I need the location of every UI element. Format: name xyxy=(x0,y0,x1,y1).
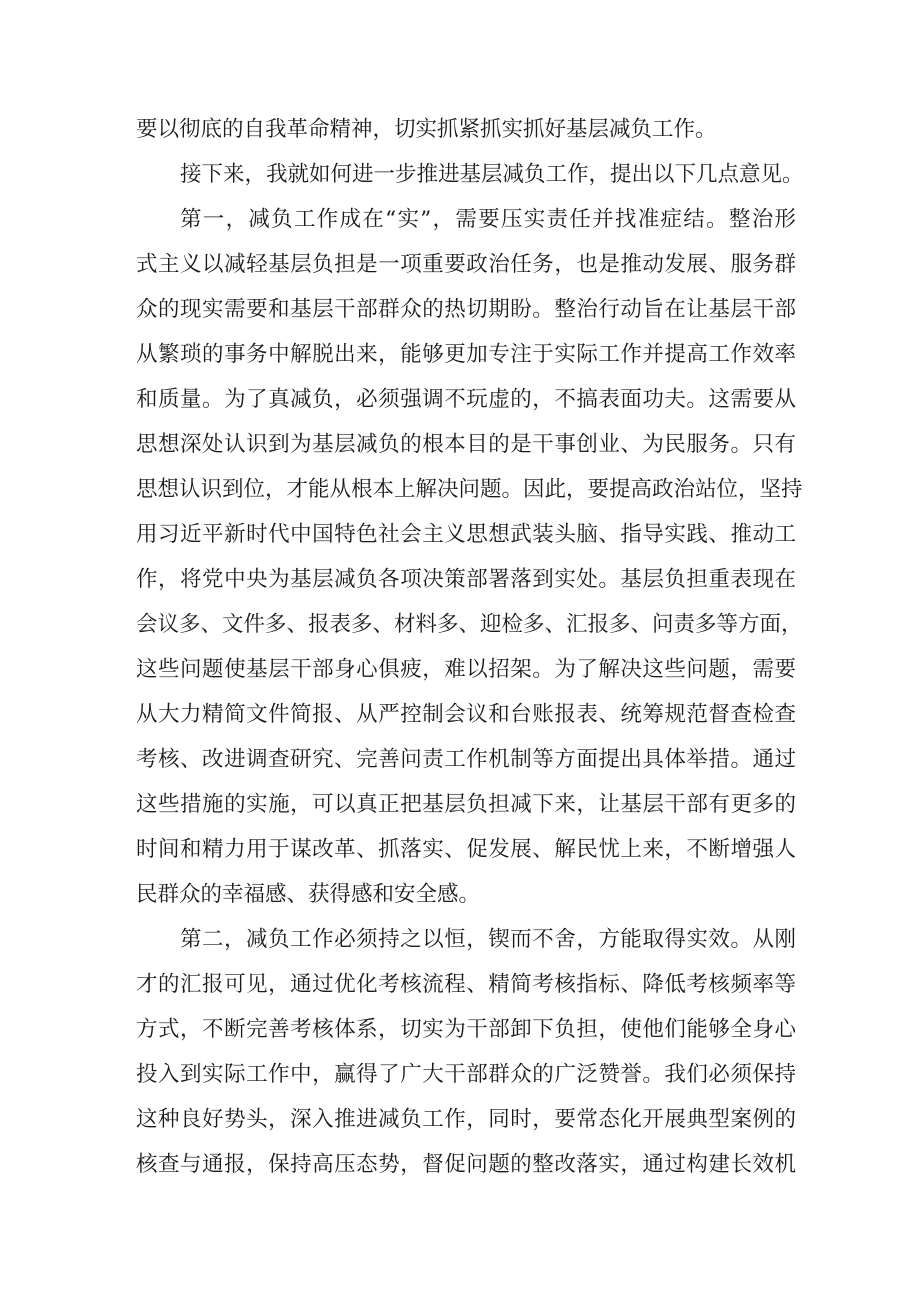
text-line: 思想深处认识到为基层减负的根本目的是干事创业、为民服务。只有 xyxy=(136,432,796,457)
text-line: 这种良好势头，深入推进减负工作，同时，要常态化开展典型案例的 xyxy=(136,1107,796,1132)
text-line: 作，将党中央为基层减负各项决策部署落到实处。基层负担重表现在 xyxy=(136,567,796,592)
text-line: 时间和精力用于谋改革、抓落实、促发展、解民忧上来，不断增强人 xyxy=(136,837,796,862)
text-line: 方式，不断完善考核体系，切实为干部卸下负担，使他们能够全身心 xyxy=(136,1017,796,1042)
text-line: 众的现实需要和基层干部群众的热切期盼。整治行动旨在让基层干部 xyxy=(136,297,796,322)
text-line: 和质量。为了真减负，必须强调不玩虚的，不搞表面功夫。这需要从 xyxy=(136,387,796,412)
text-line: 会议多、文件多、报表多、材料多、迎检多、汇报多、问责多等方面， xyxy=(136,612,803,637)
text-line: 接下来，我就如何进一步推进基层减负工作，提出以下几点意见。 xyxy=(180,162,804,187)
text-line: 这些问题使基层干部身心俱疲，难以招架。为了解决这些问题，需要 xyxy=(136,657,796,682)
text-line: 思想认识到位，才能从根本上解决问题。因此，要提高政治站位，坚持 xyxy=(136,477,803,502)
text-line: 从繁琐的事务中解脱出来，能够更加专注于实际工作并提高工作效率 xyxy=(136,342,796,367)
text-line: 用习近平新时代中国特色社会主义思想武装头脑、指导实践、推动工 xyxy=(136,522,796,547)
text-line: 核查与通报，保持高压态势，督促问题的整改落实，通过构建长效机 xyxy=(136,1152,796,1177)
text-line: 考核、改进调查研究、完善问责工作机制等方面提出具体举措。通过 xyxy=(136,747,796,772)
text-line: 这些措施的实施，可以真正把基层负担减下来，让基层干部有更多的 xyxy=(136,792,796,817)
text-line: 要以彻底的自我革命精神，切实抓紧抓实抓好基层减负工作。 xyxy=(136,117,717,142)
text-line: 第一，减负工作成在“实”，需要压实责任并找准症结。整治形 xyxy=(180,207,796,232)
text-line: 投入到实际工作中，赢得了广大干部群众的广泛赞誉。我们必须保持 xyxy=(136,1062,796,1087)
text-line: 才的汇报可见，通过优化考核流程、精简考核指标、降低考核频率等 xyxy=(136,972,796,997)
text-line: 式主义以减轻基层负担是一项重要政治任务，也是推动发展、服务群 xyxy=(136,252,796,277)
text-line: 从大力精简文件简报、从严控制会议和台账报表、统筹规范督查检查 xyxy=(136,702,796,727)
text-line: 第二，减负工作必须持之以恒，锲而不舍，方能取得实效。从刚 xyxy=(180,927,796,952)
text-line: 民群众的幸福感、获得感和安全感。 xyxy=(136,882,481,907)
